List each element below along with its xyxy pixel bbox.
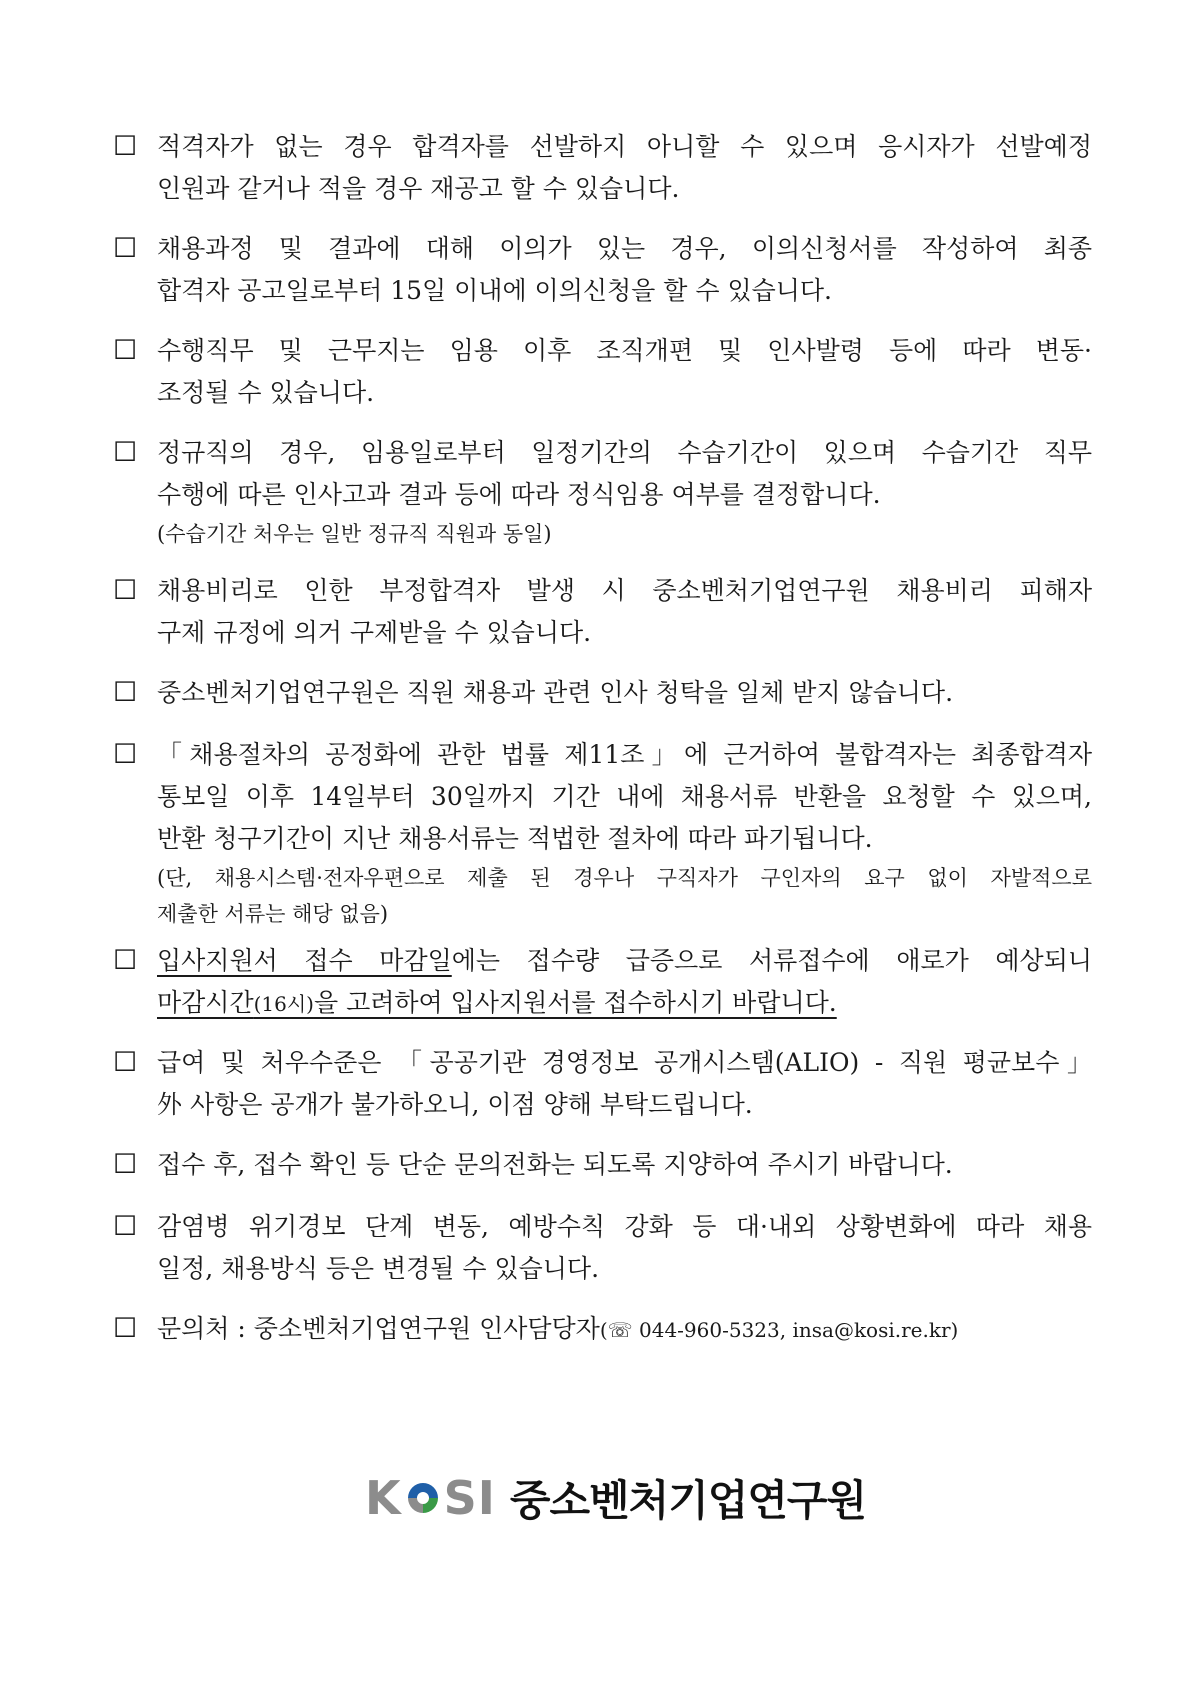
- notice-text-line: 채용비리로 인한 부정합격자 발생 시 중소벤처기업연구원 채용비리 피해자: [157, 576, 1092, 605]
- notice-text-line: 「채용절차의 공정화에 관한 법률 제11조」에 근거하여 불합격자는 최종합격자: [157, 740, 1092, 769]
- notice-text-line: 중소벤처기업연구원은 직원 채용과 관련 인사 청탁을 일체 받지 않습니다.: [157, 678, 954, 707]
- notice-text-line: 합격자 공고일로부터 15일 이내에 이의신청을 할 수 있습니다.: [157, 276, 832, 305]
- kosi-logo: [365, 1468, 866, 1528]
- checkbox-square-icon: ☐: [113, 131, 138, 162]
- checkbox-square-icon: ☐: [113, 739, 138, 770]
- notice-text-line: 수행에 따른 인사고과 결과 등에 따라 정식임용 여부를 결정합니다.: [157, 480, 881, 509]
- contact-info: (☏ 044-960-5323, insa@kosi.re.kr): [599, 1318, 959, 1342]
- checkbox-square-icon: ☐: [113, 945, 138, 976]
- contact-label: 문의처 : 중소벤처기업연구원 인사담당자: [157, 1314, 600, 1343]
- checkbox-square-icon: ☐: [113, 1149, 138, 1180]
- notice-text-line: 반환 청구기간이 지난 채용서류는 적법한 절차에 따라 파기됩니다.: [157, 824, 873, 853]
- notice-text-line: 일정, 채용방식 등은 변경될 수 있습니다.: [157, 1254, 600, 1283]
- notice-footnote: (단, 채용시스템·전자우편으로 제출 된 경우나 구직자가 구인자의 요구 없이 자발적으로: [157, 866, 1092, 890]
- checkbox-square-icon: ☐: [113, 677, 138, 708]
- notice-text-line: 인원과 같거나 적을 경우 재공고 할 수 있습니다.: [157, 174, 680, 203]
- notice-footnote: (수습기간 처우는 일반 정규직 직원과 동일): [157, 522, 552, 546]
- notice-text-line: 정규직의 경우, 임용일로부터 일정기간의 수습기간이 있으며 수습기간 직무: [157, 438, 1092, 467]
- checkbox-square-icon: ☐: [113, 1313, 138, 1344]
- notice-text-line: 급여 및 처우수준은 「공공기관 경영정보 공개시스템(ALIO) - 직원 평균보수」: [157, 1048, 1092, 1077]
- checkbox-square-icon: ☐: [113, 335, 138, 366]
- notice-text-line: 外 사항은 공개가 불가하오니, 이점 양해 부탁드립니다.: [157, 1090, 753, 1119]
- checkbox-square-icon: ☐: [113, 233, 138, 264]
- org-name: 중소벤처기업연구원: [509, 1476, 867, 1525]
- checkbox-square-icon: ☐: [113, 575, 138, 606]
- notice-text-line: [157, 982, 1092, 1024]
- deadline-underline-text: 입사지원서 접수 마감일: [157, 946, 452, 975]
- notice-text-line: 통보일 이후 14일부터 30일까지 기간 내에 채용서류 반환을 요청할 수 있으며,: [157, 782, 1092, 811]
- notice-text-line: 구제 규정에 의거 구제받을 수 있습니다.: [157, 618, 592, 647]
- notice-text-line: 입사지원서 접수 마감일에는 접수량 급증으로 서류접수에 애로가 예상되니: [157, 946, 1092, 975]
- notice-footnote: 제출한 서류는 해당 없음): [157, 902, 389, 926]
- contact-line: [157, 1308, 1092, 1350]
- deadline-time-underline-text: 마감시간(16시)을 고려하여 입사지원서를 접수하시기 바랍니다.: [157, 988, 837, 1017]
- notice-text-line: 접수 후, 접수 확인 등 단순 문의전화는 되도록 지양하여 주시기 바랍니다.: [157, 1150, 953, 1179]
- notice-text-line: 조정될 수 있습니다.: [157, 378, 375, 407]
- notice-text-line: 적격자가 없는 경우 합격자를 선발하지 아니할 수 있으며 응시자가 선발예정: [157, 132, 1092, 161]
- checkbox-square-icon: ☐: [113, 1211, 138, 1242]
- notice-text-line: 수행직무 및 근무지는 임용 이후 조직개편 및 인사발령 등에 따라 변동·: [157, 336, 1092, 365]
- kosi-wordmark: K SI: [365, 1471, 496, 1525]
- checkbox-square-icon: ☐: [113, 437, 138, 468]
- notice-text-line: 감염병 위기경보 단계 변동, 예방수칙 강화 등 대·내외 상황변화에 따라 채용: [157, 1212, 1092, 1241]
- kosi-o-emblem-icon: [405, 1480, 441, 1516]
- notice-text-line: 채용과정 및 결과에 대해 이의가 있는 경우, 이의신청서를 작성하여 최종: [157, 234, 1092, 263]
- checkbox-square-icon: ☐: [113, 1047, 138, 1078]
